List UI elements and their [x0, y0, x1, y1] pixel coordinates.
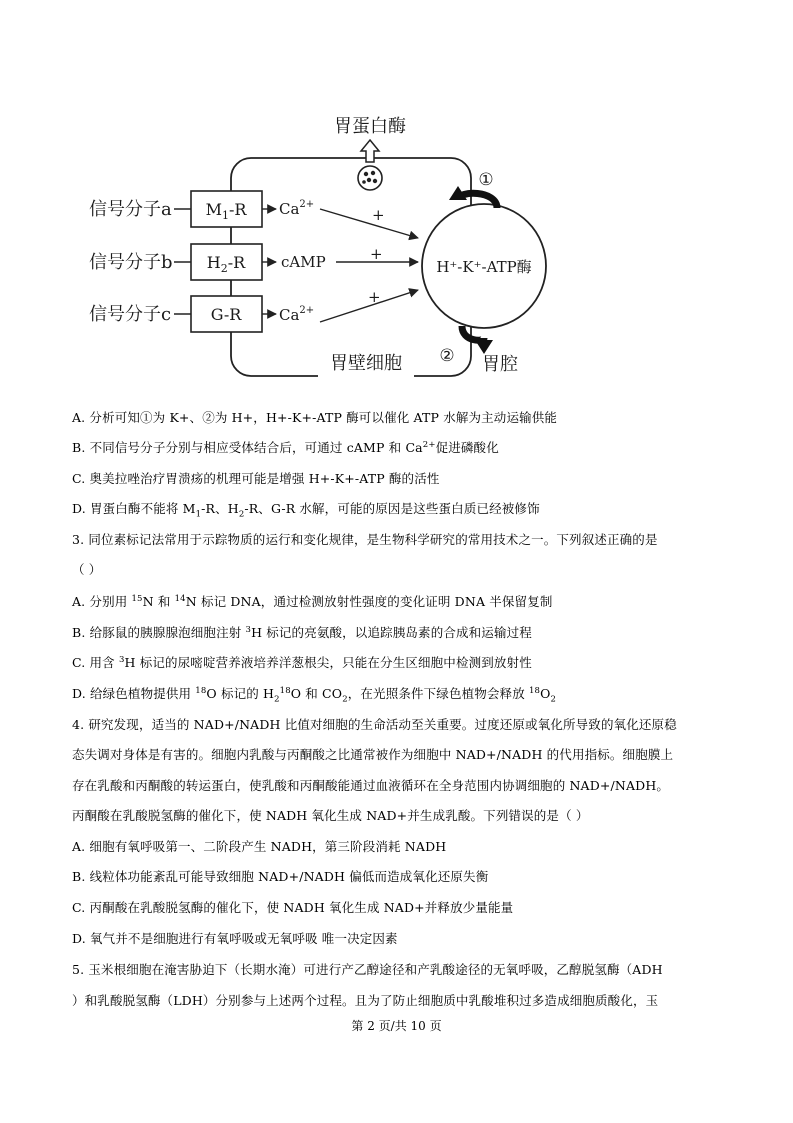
- q4-option-a: A. 细胞有氧呼吸第一、二阶段产生 NADH，第三阶段消耗 NADH: [72, 839, 447, 854]
- page-footer: 第 2 页/共 10 页: [351, 1019, 442, 1033]
- receptor-gr: G-R: [210, 305, 242, 324]
- q2-option-a: A. 分析可知①为 K+、②为 H+，H+-K+-ATP 酶可以催化 ATP 水解为主动运输供能: [72, 410, 558, 425]
- lumen-label: 胃腔: [482, 354, 518, 375]
- signal-a-label: 信号分子a: [89, 199, 172, 220]
- sign-plus-c: +: [368, 288, 381, 306]
- q4-option-d: D. 氧气并不是细胞进行有氧呼吸或无氧呼吸 唯一决定因素: [72, 931, 398, 946]
- q3-option-b: B. 给豚鼠的胰腺腺泡细胞注射 $^3$H 标记的亮氨酸，以追踪胰岛素的合成和运输过程: [72, 624, 532, 640]
- vesicle: [358, 166, 382, 190]
- q4-option-b: B. 线粒体功能紊乱可能导致细胞 NAD+/NADH 偏低而造成氧化还原失衡: [72, 869, 489, 884]
- signal-row-b: [89, 244, 418, 280]
- q2-option-c: C. 奥美拉唑治疗胃溃疡的机理可能是增强 H+-K+-ATP 酶的活性: [72, 471, 440, 486]
- marker-2: ②: [439, 346, 455, 366]
- q5-stem-line-1: 5. 玉米根细胞在淹害胁迫下（长期水淹）可进行产乙醇途径和产乳酸途径的无氧呼吸，乙醇脱氢酶（ADH: [72, 962, 663, 977]
- messenger-camp: cAMP: [281, 253, 326, 271]
- q3-option-d: D. 给绿色植物提供用 $^{18}$O 标记的 $H_2^{18}O$ 和 $CO_2$，在光照条件下绿色植物会释放 $^{18}O_2$: [72, 685, 557, 705]
- q2-option-b: B. 不同信号分子分别与相应受体结合后，可通过 cAMP 和 $Ca^{2+}$促进磷酸化: [72, 439, 499, 455]
- q4-option-c: C. 丙酮酸在乳酸脱氢酶的催化下，使 NADH 氧化生成 NAD+并释放少量能量: [72, 900, 514, 915]
- signal-row-a: [89, 191, 418, 238]
- q4-stem-line-3: 存在乳酸和丙酮酸的转运蛋白，使乳酸和丙酮酸能通过血液循环在全身范围内协调细胞的 NAD+/NADH。: [72, 778, 670, 793]
- q4-stem-line-2: 态失调对身体是有害的。细胞内乳酸与丙酮酸之比通常被作为细胞中 NAD+/NADH 的代用指标。细胞膜上: [72, 747, 674, 762]
- cell-label: 胃壁细胞: [330, 353, 402, 374]
- receptor-h2r: $H_2-R$: [206, 253, 246, 275]
- q3-option-c: C. 用含 $^3$H 标记的尿嘧啶营养液培养洋葱根尖，只能在分生区细胞中检测到放射性: [72, 654, 532, 670]
- q4-stem-line-1: 4. 研究发现，适当的 NAD+/NADH 比值对细胞的生命活动至关重要。过度还原或氧化所导致的氧化还原稳: [72, 717, 677, 732]
- q4-stem-line-4: 丙酮酸在乳酸脱氢酶的催化下，使 NADH 氧化生成 NAD+并生成乳酸。下列错误的是（ ）: [72, 808, 589, 823]
- signal-row-c: [89, 288, 418, 332]
- messenger-ca-2: $Ca^{2+}$: [279, 305, 315, 324]
- marker-1: ①: [478, 170, 494, 190]
- q3-stem: 3. 同位素标记法常用于示踪物质的运行和变化规律，是生物科学研究的常用技术之一。下列叙述正确的是: [72, 532, 658, 547]
- messenger-ca-1: $Ca^{2+}$: [279, 199, 315, 218]
- pepsin-label: 胃蛋白酶: [334, 116, 406, 137]
- ion-2-outflow-arrow: [462, 326, 493, 354]
- q2-option-d: D. 胃蛋白酶不能将 $M_1-R$、$H_2-R$、G-R 水解，可能的原因是这些蛋白质已经被修饰: [72, 501, 540, 520]
- q5-stem-line-2: ）和乳酸脱氢酶（LDH）分别参与上述两个过程。且为了防止细胞质中乳酸堆积过多造成细胞质酸化，玉: [72, 993, 659, 1008]
- sign-plus-a: +: [372, 206, 385, 224]
- sign-plus-b: +: [370, 245, 383, 263]
- signal-c-label: 信号分子c: [89, 304, 172, 325]
- signal-b-label: 信号分子b: [89, 252, 173, 273]
- q3-answer-paren: （ ）: [72, 562, 102, 577]
- receptor-m1r: $M_1-R$: [205, 200, 247, 222]
- q3-option-a: A. 分别用 $^{15}$N 和 $^{14}$N 标记 DNA，通过检测放射性强度的变化证明 DNA 半保留复制: [72, 593, 553, 609]
- h-k-atpase-label: H⁺-K⁺-ATP酶: [436, 258, 532, 276]
- gastric-parietal-cell-diagram: [0, 0, 793, 395]
